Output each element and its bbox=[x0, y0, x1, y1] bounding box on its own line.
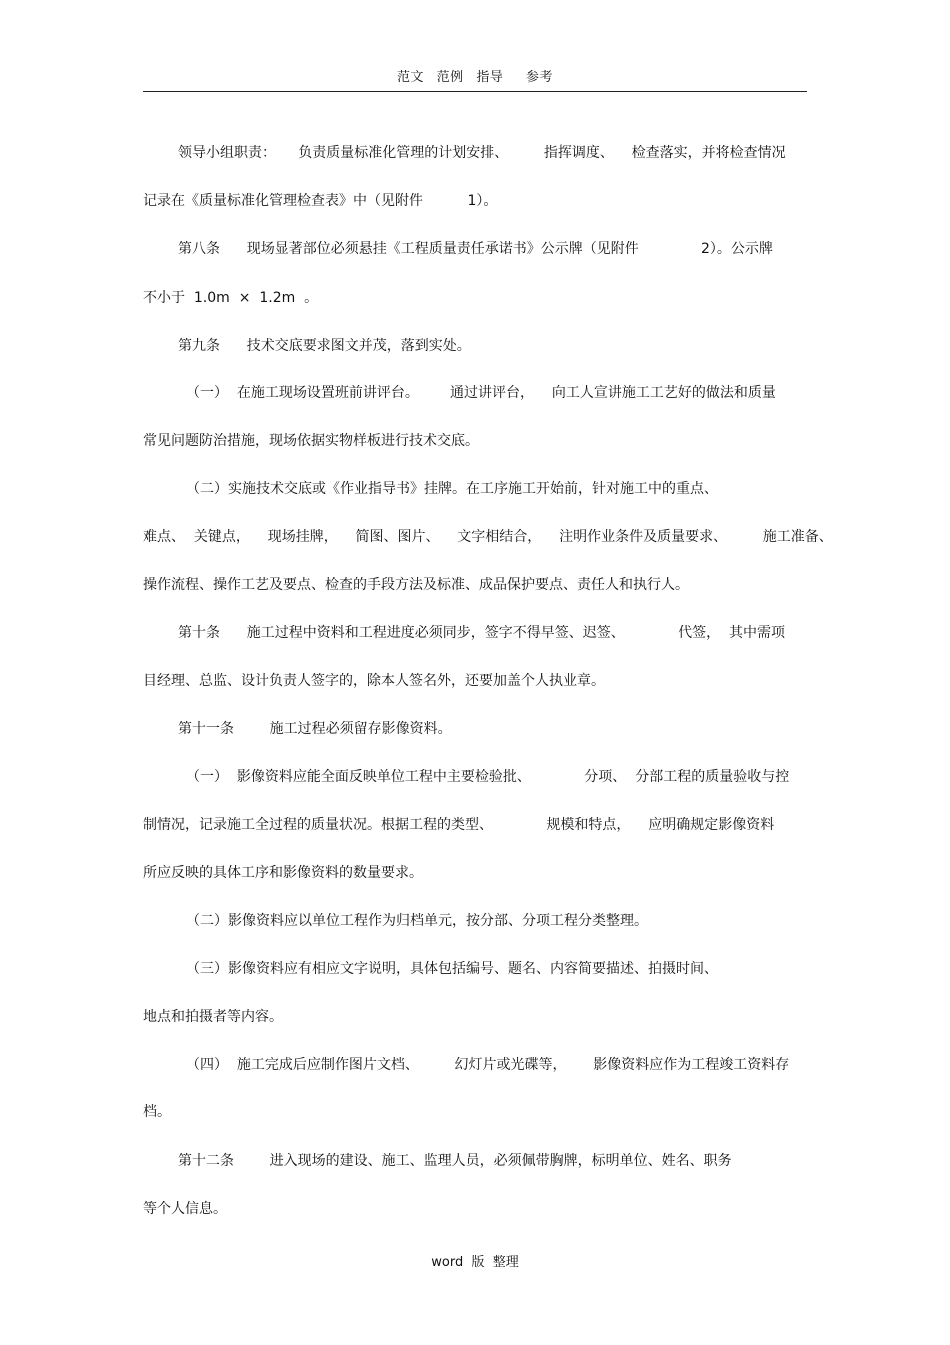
body-line: 记录在《质量标准化管理检查表》中（见附件 1）。 bbox=[143, 193, 498, 209]
body-line: 档。 bbox=[143, 1104, 171, 1120]
body-line: （四） 施工完成后应制作图片文档、 幻灯片或光碟等， 影像资料应作为工程竣工资料存 bbox=[186, 1057, 790, 1073]
header-item: 范例 bbox=[436, 70, 464, 85]
body-line: 地点和拍摄者等内容。 bbox=[143, 1009, 283, 1025]
body-line: （二）影像资料应以单位工程作为归档单元，按分部、分项工程分类整理。 bbox=[186, 913, 648, 929]
body-line: （一） 影像资料应能全面反映单位工程中主要检验批、 分项、 分部工程的质量验收与控 bbox=[186, 769, 790, 785]
body-line: 制情况，记录施工全过程的质量状况。根据工程的类型、 规模和特点， 应明确规定影像资料 bbox=[143, 817, 775, 833]
body-line: 第十条 施工过程中资料和工程进度必须同步，签字不得早签、迟签、 代签， 其中需项 bbox=[178, 625, 786, 641]
body-line: 第十一条 施工过程必须留存影像资料。 bbox=[178, 721, 452, 737]
body-line: 难点、 关键点， 现场挂牌， 简图、图片、 文字相结合， 注明作业条件及质量要求、 施工准备、 bbox=[143, 529, 833, 545]
page-header bbox=[0, 66, 950, 85]
header-item: 参考 bbox=[525, 70, 553, 85]
body-line: （二）实施技术交底或《作业指导书》挂牌。在工序施工开始前，针对施工中的重点、 bbox=[186, 481, 718, 497]
header-item: 指导 bbox=[476, 70, 504, 85]
body-line: 第十二条 进入现场的建设、施工、监理人员，必须佩带胸牌，标明单位、姓名、职务 bbox=[178, 1153, 732, 1169]
body-line: 目经理、总监、设计负责人签字的，除本人签名外，还要加盖个人执业章。 bbox=[143, 673, 605, 689]
body-line: 第九条 技术交底要求图文并茂，落到实处。 bbox=[178, 338, 471, 354]
header-divider bbox=[143, 91, 807, 92]
body-line: 操作流程、操作工艺及要点、检查的手段方法及标准、成品保护要点、责任人和执行人。 bbox=[143, 577, 689, 593]
body-line: （三）影像资料应有相应文字说明，具体包括编号、题名、内容简要描述、拍摄时间、 bbox=[186, 961, 718, 977]
body-line: 所应反映的具体工序和影像资料的数量要求。 bbox=[143, 865, 423, 881]
body-line: 第八条 现场显著部位必须悬挂《工程质量责任承诺书》公示牌（见附件 2）。公示牌 bbox=[178, 241, 773, 257]
header-item: 范文 bbox=[397, 70, 425, 85]
page-footer: word 版 整理 bbox=[431, 1255, 519, 1270]
body-line: 等个人信息。 bbox=[143, 1201, 227, 1217]
body-line: 常见问题防治措施，现场依据实物样板进行技术交底。 bbox=[143, 433, 479, 449]
body-line: 领导小组职责： 负责质量标准化管理的计划安排、 指挥调度、 检查落实，并将检查情况 bbox=[178, 145, 786, 161]
body-line: 不小于 1.0m × 1.2m 。 bbox=[143, 290, 319, 306]
body-line: （一） 在施工现场设置班前讲评台。 通过讲评台， 向工人宣讲施工工艺好的做法和质量 bbox=[186, 385, 776, 401]
